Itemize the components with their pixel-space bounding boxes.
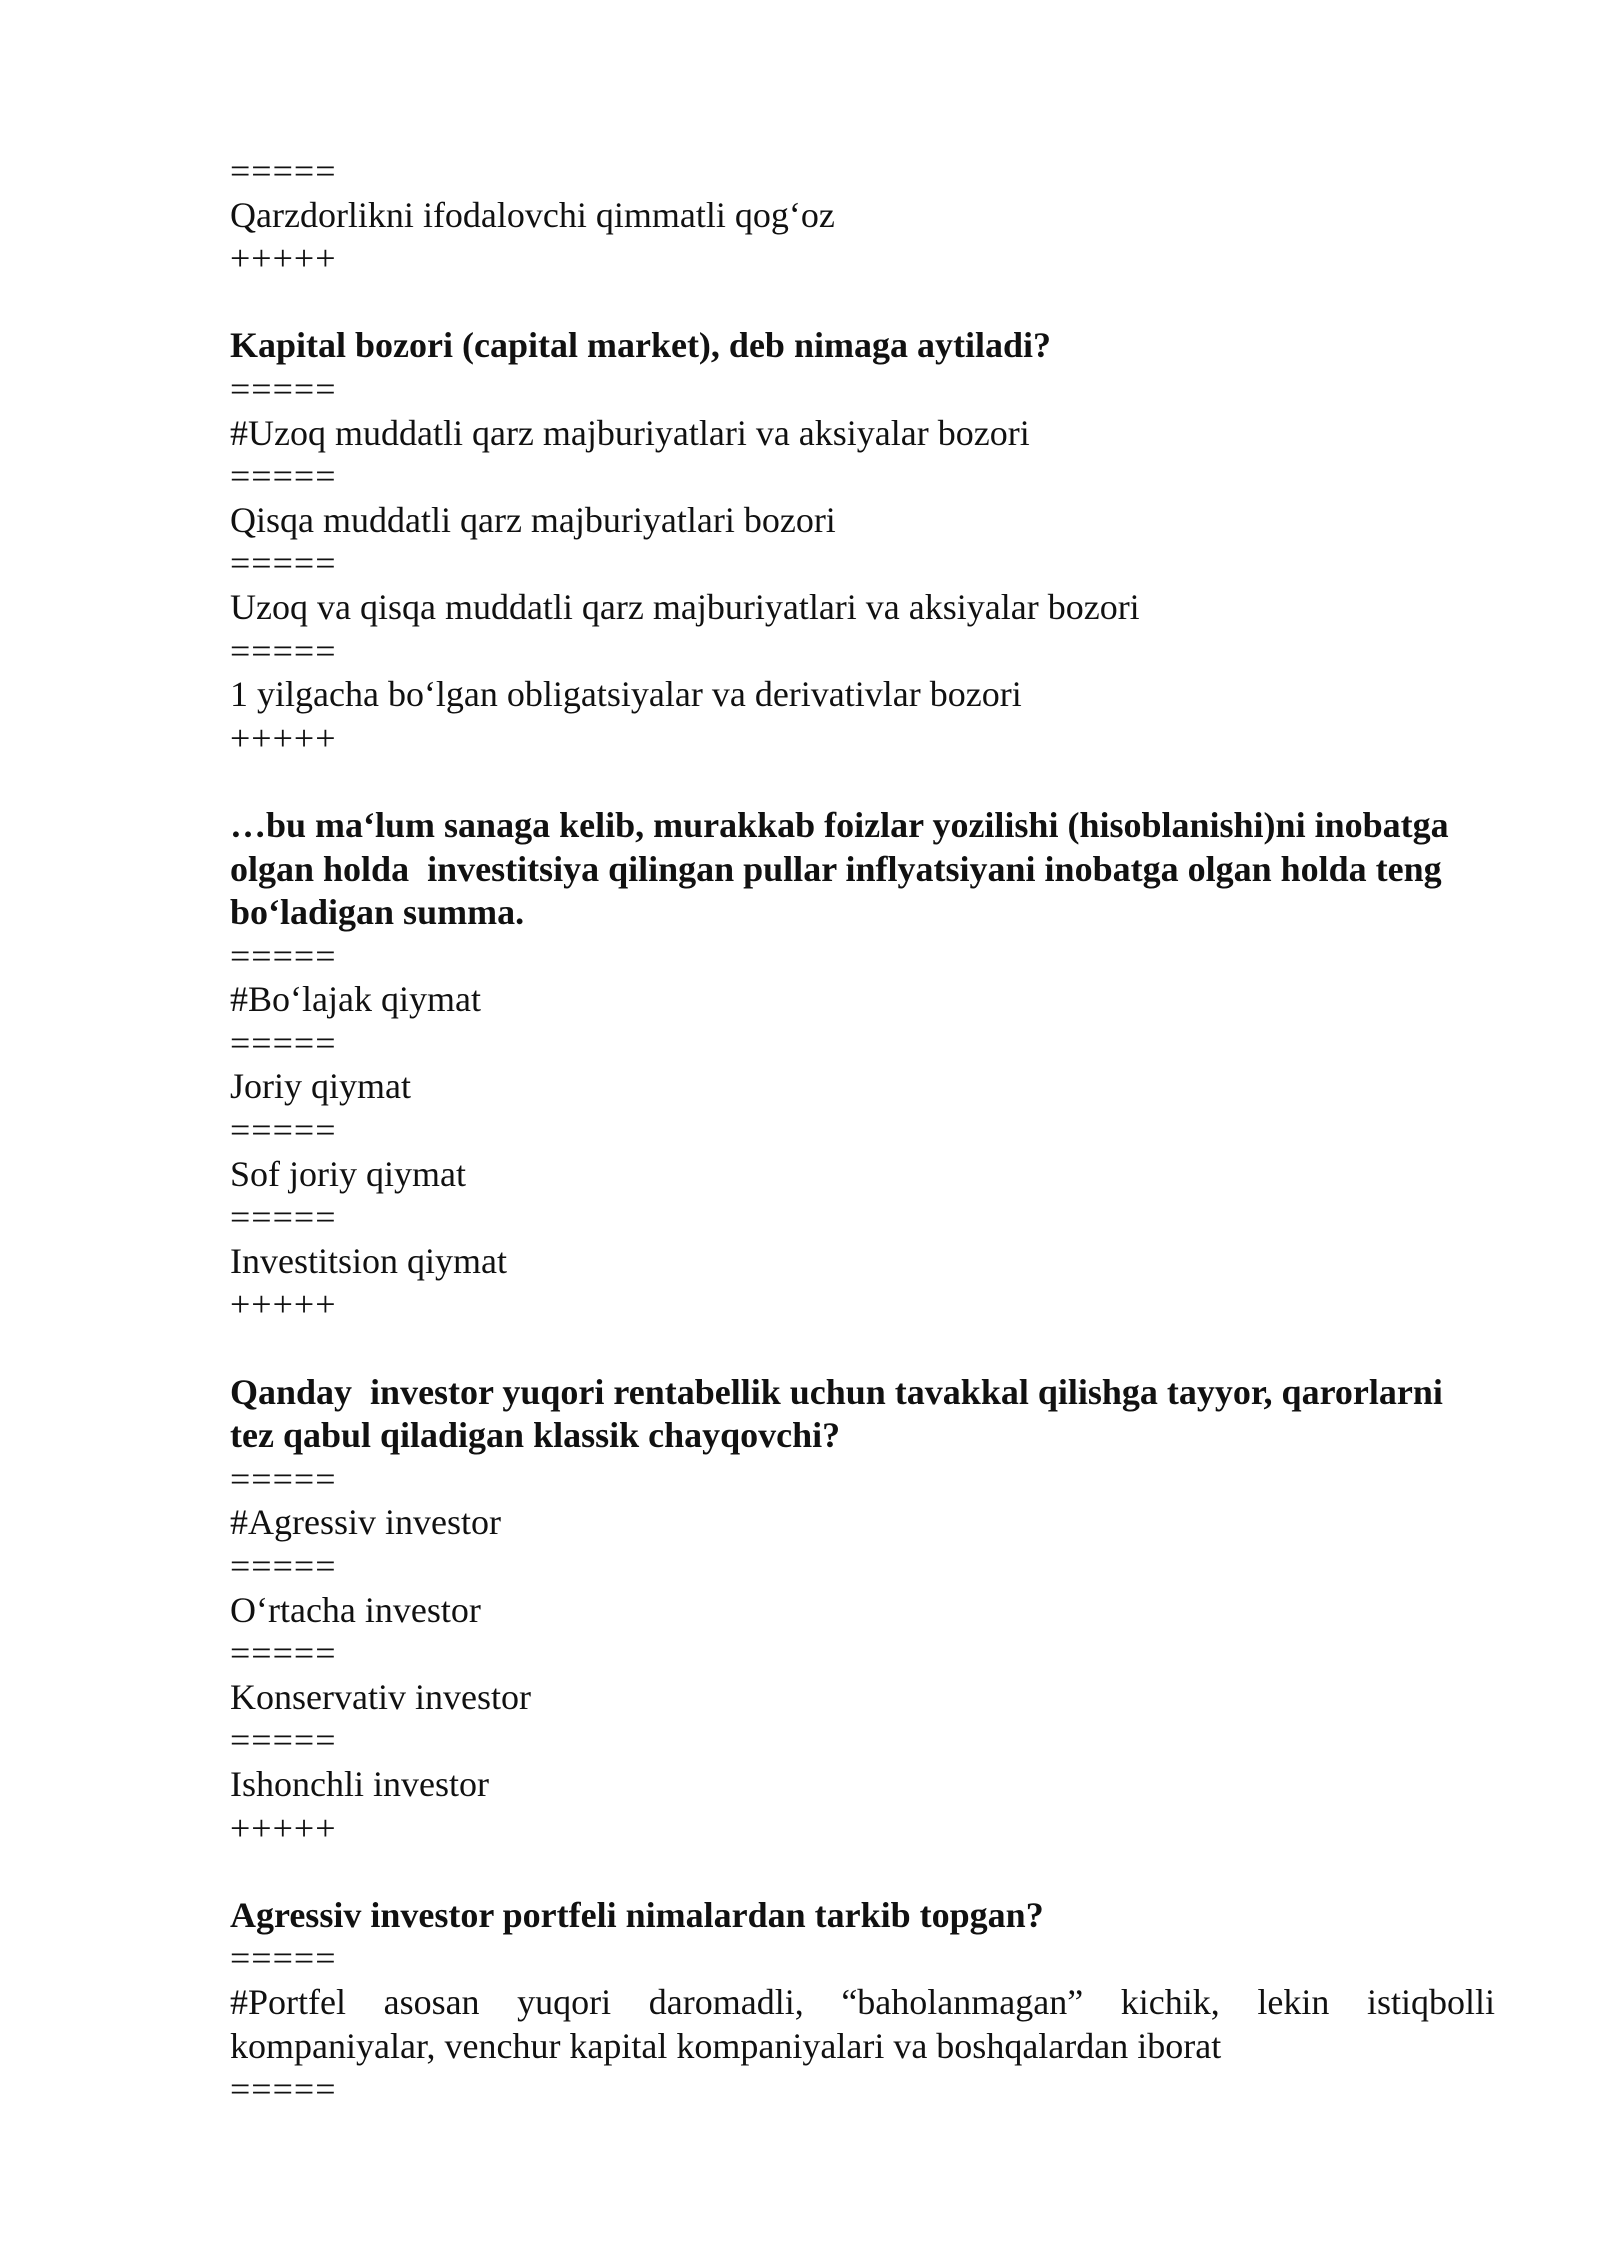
spacer [230,760,1495,804]
separator: ===== [230,1720,337,1761]
answer-option: 1 yilgacha bo‘lgan obligatsiyalar va derivativlar bozori [230,674,1022,715]
end-marker: +++++ [230,1807,337,1848]
question-block [230,804,1495,1327]
separator: ===== [230,151,337,191]
answer-option: Joriy qiymat [230,1066,411,1107]
spacer [230,281,1495,325]
separator: ===== [230,1110,337,1151]
separator: ===== [230,1197,337,1238]
document-body [230,150,1504,2112]
question-text: Agressiv investor portfeli nimalardan tarkib topgan? [230,1894,1044,1935]
answer-option: Sof joriy qiymat [230,1153,466,1194]
separator: ===== [230,1546,337,1586]
question-block [230,324,1495,760]
answer-option: Investitsion qiymat [230,1240,507,1281]
separator: ===== [230,1938,337,1979]
spacer [230,1850,1495,1894]
separator: ===== [230,1633,337,1674]
answer-option: Uzoq va qisqa muddatli qarz majburiyatlari va aksiyalar bozori [230,586,1140,627]
answer-option: #Portfel asosan yuqori daromadli, “baholanmagan” kichik, lekin istiqbolli kompaniyalar, venchur kapital kompaniyalari va boshqalardan iborat [230,1981,1504,2066]
end-marker: +++++ [230,238,337,279]
separator: ===== [230,630,337,671]
separator: ===== [230,543,337,584]
answer-option: Ishonchli investor [230,1763,489,1804]
answer-option: #Bo‘lajak qiymat [230,979,481,1020]
separator: ===== [230,935,337,976]
question-text: Qanday investor yuqori rentabellik uchun tavakkal qilishga tayyor, qarorlarni tez qabul qiladigan klassik chayqovchi? [230,1371,1452,1456]
question-block [230,1894,1504,2112]
separator: ===== [230,2069,337,2110]
answer-option: #Uzoq muddatli qarz majburiyatlari va aksiyalar bozori [230,412,1030,453]
answer-option: Konservativ investor [230,1676,531,1717]
separator: ===== [230,1458,337,1499]
end-marker: +++++ [230,717,337,758]
answer-option: #Agressiv investor [230,1502,501,1543]
question-text: …bu ma‘lum sanaga kelib, murakkab foizlar yozilishi (hisoblanishi)ni inobatga olgan holda investitsiya qilingan pullar inflyatsiyani inobatga olgan holda teng bo‘ladigan summa. [230,804,1458,933]
question-text: Kapital bozori (capital market), deb nimaga aytiladi? [230,325,1051,366]
answer-option: O‘rtacha investor [230,1589,481,1630]
answer-option: Qarzdorlikni ifodalovchi qimmatli qog‘oz [230,194,835,235]
separator: ===== [230,456,337,497]
spacer [230,1327,1495,1371]
question-block [230,1371,1495,1851]
separator: ===== [230,1022,337,1063]
end-marker: +++++ [230,1284,337,1325]
answer-option: Qisqa muddatli qarz majburiyatlari bozori [230,499,836,540]
separator: ===== [230,368,337,409]
